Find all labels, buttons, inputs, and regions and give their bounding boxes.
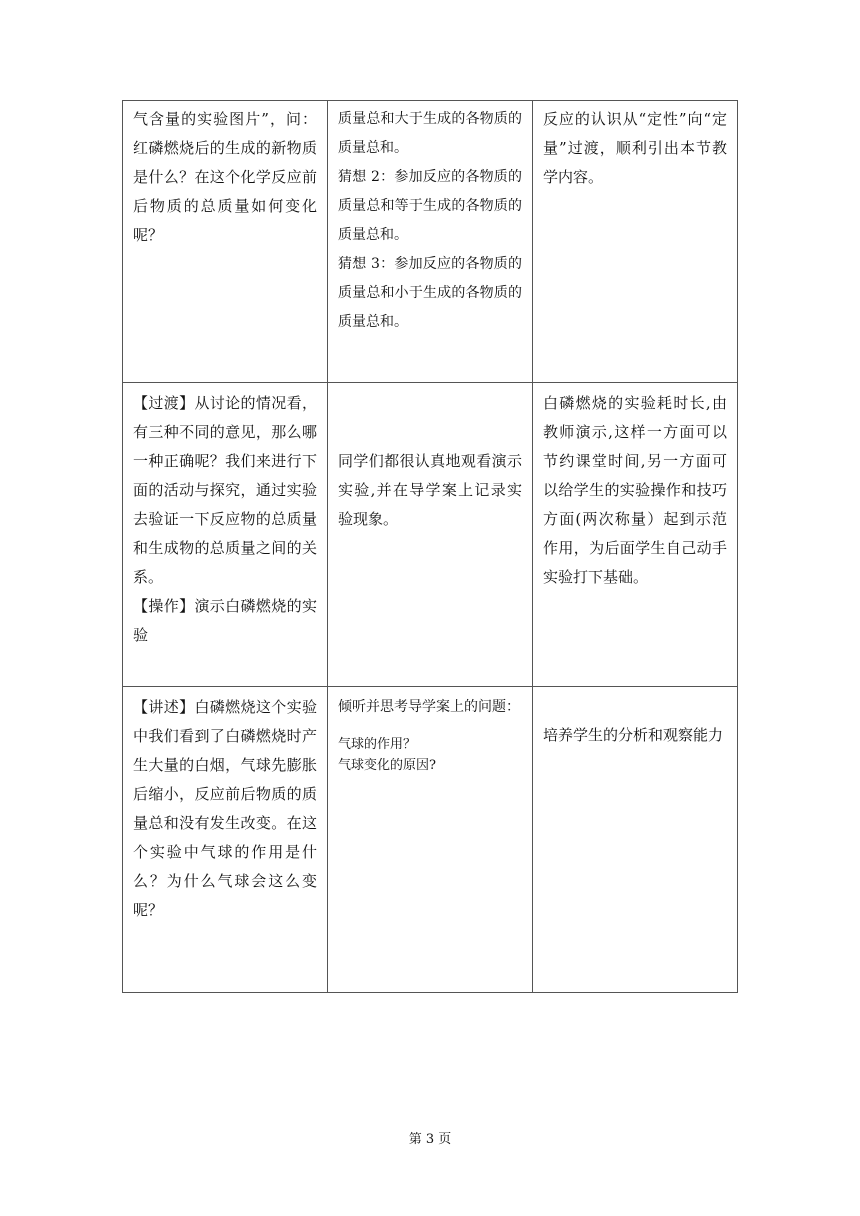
cell-text: 【操作】演示白磷燃烧的实验 bbox=[133, 597, 317, 644]
table-cell bbox=[123, 687, 328, 993]
table-cell bbox=[533, 101, 738, 383]
lesson-plan-table bbox=[122, 100, 738, 993]
cell-text: 培养学生的分析和观察能力 bbox=[543, 726, 724, 744]
table-cell bbox=[328, 687, 533, 993]
cell-text: 气球的作用？ bbox=[338, 737, 417, 752]
table-cell bbox=[328, 383, 533, 687]
page-footer: 第 3 页 bbox=[408, 1132, 452, 1147]
table-cell bbox=[533, 383, 738, 687]
cell-text: 【过渡】从讨论的情况看，有三种不同的意见，那么哪一种正确呢？我们来进行下面的活动与探究，通过实验去验证一下反应物的总质量和生成物的总质量之间的关系。 bbox=[133, 394, 317, 586]
cell-text: 同学们都很认真地观看演示实验,并在导学案上记录实验现象。 bbox=[338, 452, 522, 528]
cell-text: 【讲述】白磷燃烧这个实验中我们看到了白磷燃烧时产生大量的白烟，气球先膨胀后缩小，反应前后物质的质量总和没有发生改变。在这个实验中气球的作用是什么？为什么气球会这么变呢？ bbox=[133, 698, 317, 919]
table-cell bbox=[123, 101, 328, 383]
table-row bbox=[123, 383, 738, 687]
cell-text: 猜想 2：参加反应的各物质的质量总和等于生成的各物质的质量总和。 bbox=[338, 169, 522, 243]
cell-text: 气球变化的原因? bbox=[338, 758, 436, 773]
cell-text: 气含量的实验图片”，问：红磷燃烧后的生成的新物质是什么？在这个化学反应前后物质的总质量如何变化呢？ bbox=[133, 110, 317, 244]
table-cell bbox=[533, 687, 738, 993]
cell-text: 质量总和大于生成的各物质的质量总和。 bbox=[338, 111, 522, 156]
cell-text: 反应的认识从“定性”向“定量”过渡，顺利引出本节教学内容。 bbox=[543, 110, 727, 186]
table-row bbox=[123, 101, 738, 383]
cell-text: 白磷燃烧的实验耗时长,由教师演示,这样一方面可以节约课堂时间,另一方面可以给学生的实验操作和技巧方面(两次称量）起到示范作用，为后面学生自己动手实验打下基础。 bbox=[543, 394, 727, 586]
table-row bbox=[123, 687, 738, 993]
cell-text: 倾听并思考导学案上的问题： bbox=[338, 699, 520, 715]
table-cell bbox=[328, 101, 533, 383]
table-cell bbox=[123, 383, 328, 687]
cell-text: 猜想 3：参加反应的各物质的质量总和小于生成的各物质的质量总和。 bbox=[338, 256, 522, 330]
